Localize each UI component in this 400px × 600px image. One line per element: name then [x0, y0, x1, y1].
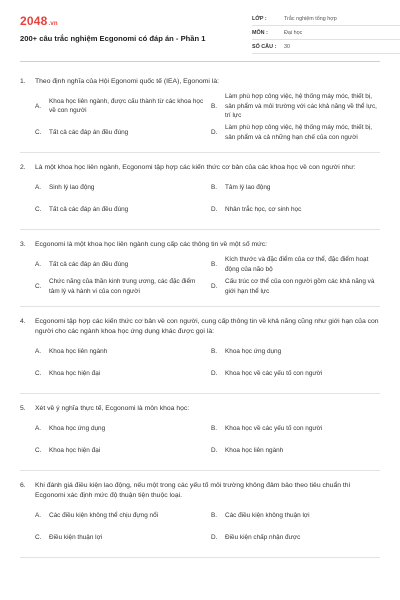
option-text: Tâm lý lao động [225, 183, 271, 191]
question-item [20, 163, 380, 230]
answer-options [35, 177, 380, 221]
option-text: Khoa học về các yếu tố con người [225, 369, 323, 377]
option-letter: C. [35, 446, 42, 454]
answer-option[interactable] [211, 91, 383, 122]
question-stem [20, 77, 380, 87]
option-text: Làm phù hợp công việc, hệ thống máy móc, thiết bị, sản phẩm và cả những hạn chế của con người [225, 124, 372, 141]
answer-option[interactable] [35, 199, 207, 221]
option-letter: B. [211, 102, 218, 110]
document-meta-table [252, 12, 400, 54]
option-letter: A. [35, 347, 42, 355]
option-text: Tất cả các đáp án đều đúng [49, 260, 129, 268]
option-text: Khoa học ứng dụng [49, 424, 106, 432]
logo-suffix: .vn [48, 21, 58, 27]
question-stem [20, 317, 380, 337]
question-stem [20, 481, 380, 501]
answer-option[interactable] [211, 418, 383, 440]
question-stem [20, 404, 380, 414]
option-text: Điều kiện chấp nhận được [225, 533, 301, 541]
answer-option[interactable] [211, 505, 383, 527]
meta-row [252, 12, 400, 26]
question-text: Theo định nghĩa của Hội Egonomi quốc tế (IEA), Egonomi là: [35, 78, 220, 85]
option-letter: D. [211, 533, 218, 541]
option-letter: C. [35, 369, 42, 377]
option-letter: D. [211, 128, 218, 136]
question-text: Là một khoa học liên ngành, Ecgonomi tập hợp các kiến thức cơ bản của các khoa học về con người như: [35, 163, 356, 171]
option-letter: B. [211, 347, 218, 355]
answer-option[interactable] [35, 276, 207, 298]
option-letter: B. [211, 424, 218, 432]
answer-option[interactable] [211, 276, 383, 298]
option-text: Sinh lý lao động [49, 183, 95, 191]
option-letter: A. [35, 424, 42, 432]
question-item [20, 404, 380, 471]
option-letter: C. [35, 128, 42, 136]
question-text: Ecgonomi là một khoa học liên ngành cung cấp các thông tin về một số mức: [35, 240, 267, 248]
option-text: Khoa học hiện đại [49, 446, 101, 454]
option-text: Khoa học hiện đại [49, 369, 101, 377]
option-text: Nhân trắc học, cơ sinh học [225, 205, 302, 213]
question-number: 3. [20, 240, 26, 248]
answer-option[interactable] [211, 440, 383, 462]
answer-option[interactable] [211, 341, 383, 363]
option-text: Làm phù hợp công việc, hệ thống máy móc, thiết bị, sản phẩm và môi trường với các khả năng về thể lực, trí lực [225, 93, 377, 120]
question-text: Xét về ý nghĩa thực tế, Ecgonomi là môn khoa học: [35, 404, 190, 412]
meta-row [252, 26, 400, 40]
answer-options [35, 254, 380, 298]
option-letter: A. [35, 183, 42, 191]
meta-value: 30 [284, 43, 290, 50]
question-text: Ecgonomi tập hợp các kiến thức cơ bản về con người, cung cấp thông tin về khả năng cũng như giới hạn của con người cho các ngành khoa học ứng dụng khác được gọi là: [35, 317, 379, 335]
option-letter: C. [35, 533, 42, 541]
meta-row [252, 40, 400, 54]
meta-value: Trắc nghiệm tổng hợp [284, 15, 337, 22]
answer-option[interactable] [211, 177, 383, 199]
answer-option[interactable] [35, 440, 207, 462]
question-number: 1. [20, 78, 26, 85]
answer-option[interactable] [211, 363, 383, 385]
question-number: 5. [20, 404, 26, 412]
logo-text: 2048 [20, 14, 48, 28]
answer-options [35, 91, 380, 144]
answer-option[interactable] [211, 199, 383, 221]
answer-options [35, 341, 380, 385]
option-letter: C. [35, 205, 42, 213]
option-letter: B. [211, 183, 218, 191]
option-letter: A. [35, 260, 42, 268]
question-item [20, 240, 380, 307]
option-letter: D. [211, 205, 218, 213]
meta-label: SỐ CÂU : [252, 43, 277, 50]
question-text: Khi đánh giá điều kiện lao động, nếu một trong các yếu tố môi trường không đảm bảo theo tiêu chuẩn thì Ecgonomi xác định mức độ thuận tiện thuộc loại. [35, 481, 351, 499]
option-text: Khoa học về các yếu tố con người [225, 424, 323, 432]
option-text: Tất cả các đáp án đều đúng [49, 205, 129, 213]
answer-option[interactable] [211, 122, 383, 144]
question-item [20, 481, 380, 558]
option-text: Chức năng của thần kinh trung ương, các đặc điểm tâm lý và hành vi của con người [49, 278, 196, 295]
question-stem [20, 240, 380, 250]
document-title: 200+ câu trắc nghiệm Ecgonomi có đáp án - Phần 1 [20, 34, 206, 43]
question-item [20, 77, 380, 153]
question-number: 4. [20, 317, 26, 325]
answer-option[interactable] [35, 341, 207, 363]
option-text: Khoa học liên ngành, được cấu thành từ các khoa học về con người [49, 97, 204, 115]
option-letter: A. [35, 102, 42, 110]
meta-label: LỚP : [252, 15, 267, 22]
answer-option[interactable] [35, 122, 207, 144]
option-text: Khoa học liên ngành [49, 347, 108, 355]
answer-option[interactable] [35, 254, 207, 276]
option-text: Tất cả các đáp án đều đúng [49, 128, 129, 136]
question-stem [20, 163, 380, 173]
option-text: Các điều kiện không thuận lợi [225, 511, 310, 519]
answer-options [35, 418, 380, 462]
option-letter: D. [211, 282, 218, 290]
option-letter: D. [211, 369, 218, 377]
answer-option[interactable] [35, 177, 207, 199]
option-text: Khoa học liên ngành [225, 446, 284, 454]
answer-option[interactable] [211, 527, 383, 549]
meta-label: MÔN : [252, 29, 268, 36]
option-text: Khoa học ứng dụng [225, 347, 282, 355]
answer-options [35, 505, 380, 549]
option-letter: C. [35, 282, 42, 290]
document-header [20, 0, 380, 62]
option-text: Kích thước và đặc điểm của cơ thể, đặc điểm hoạt động của não bộ [225, 256, 369, 273]
question-list [20, 62, 380, 558]
option-letter: B. [211, 260, 218, 268]
answer-option[interactable] [35, 91, 207, 122]
option-text: Điều kiện thuận lợi [49, 533, 103, 541]
option-letter: A. [35, 511, 42, 519]
answer-option[interactable] [35, 505, 207, 527]
option-text: Cấu trúc cơ thể của con người gồm các khả năng và giới hạn thể lực [225, 278, 375, 295]
site-logo[interactable] [20, 14, 58, 28]
answer-option[interactable] [35, 363, 207, 385]
answer-option[interactable] [35, 527, 207, 549]
option-letter: B. [211, 511, 218, 519]
question-item [20, 317, 380, 394]
meta-value: Đại học [284, 29, 303, 36]
question-number: 2. [20, 163, 26, 171]
answer-option[interactable] [35, 418, 207, 440]
question-number: 6. [20, 481, 26, 489]
option-text: Các điều kiện không thể chịu đựng nổi [49, 511, 159, 519]
answer-option[interactable] [211, 254, 383, 276]
option-letter: D. [211, 446, 218, 454]
